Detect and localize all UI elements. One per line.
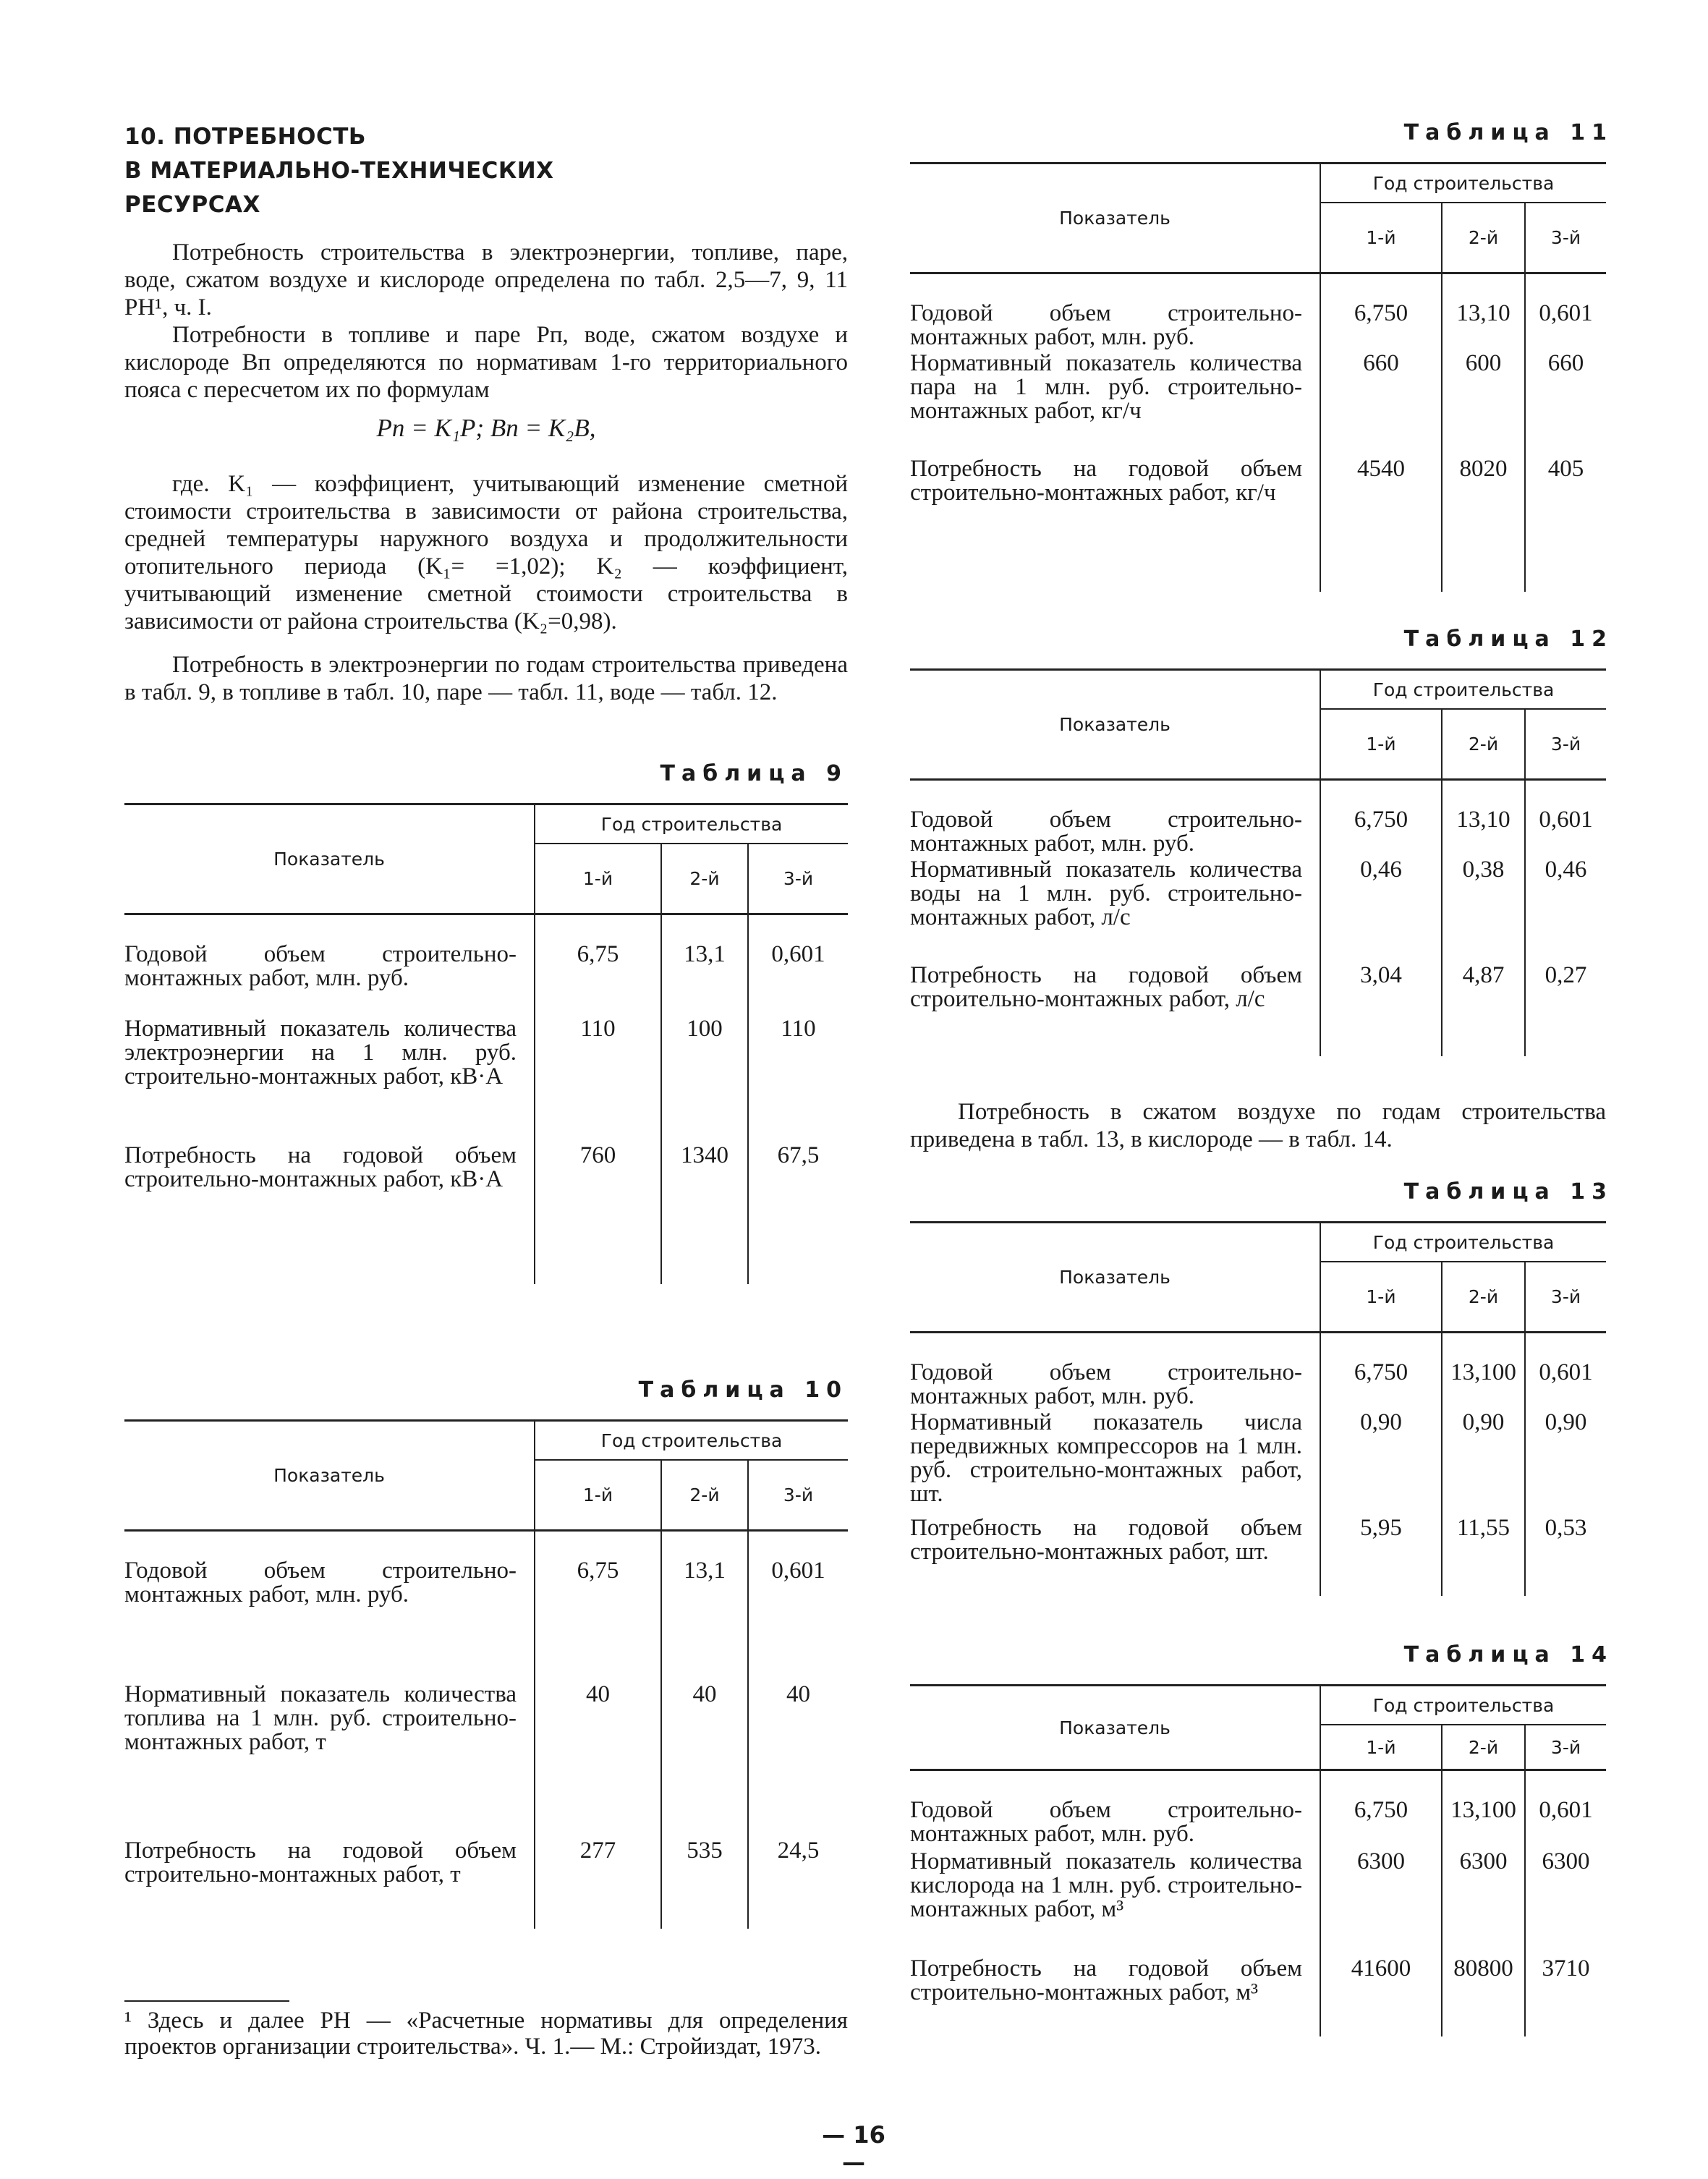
paragraph-table-refs: Потребность в электроэнергии по годам строительства приведена в табл. 9, в топливе в табл. 10, паре — табл. 11, воде — табл. 12. [124, 652, 848, 705]
footnote-rule [124, 2000, 289, 2002]
row-label: Потребность на годовой объем строительно-монтажных работ, л/с [910, 961, 1302, 1012]
cell-value: 13,10 [1442, 273, 1525, 352]
row-label: Годовой объем строительно-монтажных работ, млн. руб. [910, 1359, 1302, 1409]
row-label: Годовой объем строительно-монтажных работ, млн. руб. [910, 300, 1302, 350]
cell-value: 1340 [661, 1144, 748, 1284]
cell-value: 0,601 [748, 914, 848, 1017]
column-header-year-group: Год строительства [1320, 163, 1606, 203]
paragraph-coefficients: где. K₁ — коэффициент, учитывающий изменение сметной стоимости строительства в зависимости от района строительства, средней температуры наружного воздуха и продолжительности отопительного периода (K₁= =1,02); K₂ — коэффициент, учитывающий изменение сметной стоимости строительства в зависимости от района строительства (K₂=0,98). [124, 471, 848, 634]
column-header-indicator: Показатель [910, 670, 1320, 780]
column-header-year: 2-й [1442, 709, 1525, 780]
table-row [124, 1531, 848, 1683]
cell-value: 24,5 [748, 1839, 848, 1929]
cell-value: 8020 [1442, 457, 1525, 592]
column-header-year: 1-й [535, 844, 661, 914]
cell-value: 110 [535, 1017, 661, 1144]
table-13-caption: Таблица 13 [1403, 1179, 1613, 1205]
heading-line: В МАТЕРИАЛЬНО-ТЕХНИЧЕСКИХ [124, 158, 554, 184]
column-header-year: 2-й [661, 1460, 748, 1531]
cell-value: 41600 [1320, 1957, 1442, 2036]
table-12 [910, 668, 1606, 1056]
table-14-caption: Таблица 14 [1403, 1642, 1613, 1668]
column-header-indicator: Показатель [124, 1421, 535, 1531]
cell-value: 11,55 [1442, 1516, 1525, 1596]
cell-value: 0,90 [1525, 1411, 1606, 1516]
column-header-year: 1-й [1320, 1262, 1442, 1333]
table-row [910, 352, 1606, 457]
paragraph-air-oxygen: Потребность в сжатом воздухе по годам строительства приведена в табл. 13, в кислороде — в табл. 14. [910, 1099, 1606, 1152]
table-row [910, 1516, 1606, 1596]
column-header-indicator: Показатель [910, 1686, 1320, 1770]
cell-value: 405 [1525, 457, 1606, 592]
heading-line: 10. ПОТРЕБНОСТЬ [124, 124, 366, 150]
table-row [910, 1770, 1606, 1850]
table-row [910, 1411, 1606, 1516]
formula: Pп = K₁P; Bп = K₂B, [376, 414, 596, 442]
column-header-year: 3-й [748, 844, 848, 914]
table-11 [910, 162, 1606, 592]
table-row [910, 1850, 1606, 1957]
cell-value: 6,750 [1320, 1333, 1442, 1411]
cell-value: 0,46 [1320, 858, 1442, 964]
row-label: Годовой объем строительно-монтажных работ, млн. руб. [910, 807, 1302, 857]
column-header-year-group: Год строительства [1320, 1686, 1606, 1725]
cell-value: 0,38 [1442, 858, 1525, 964]
cell-value: 40 [535, 1683, 661, 1839]
cell-value: 4,87 [1442, 964, 1525, 1056]
cell-value: 13,100 [1442, 1333, 1525, 1411]
column-header-year: 3-й [1525, 203, 1606, 273]
row-label: Годовой объем строительно-монтажных работ, млн. руб. [124, 1558, 517, 1607]
cell-value: 6,750 [1320, 1770, 1442, 1850]
column-header-year-group: Год строительства [535, 804, 848, 844]
column-header-year: 1-й [535, 1460, 661, 1531]
cell-value: 660 [1525, 352, 1606, 457]
row-label: Нормативный показатель числа передвижных компрессоров на 1 млн. руб. строительно-монтажных работ, шт. [910, 1409, 1302, 1507]
column-header-indicator: Показатель [910, 1223, 1320, 1333]
column-header-year: 1-й [1320, 709, 1442, 780]
cell-value: 3,04 [1320, 964, 1442, 1056]
table-row [124, 1144, 848, 1284]
row-label: Потребность на годовой объем строительно-монтажных работ, шт. [910, 1514, 1302, 1565]
cell-value: 40 [748, 1683, 848, 1839]
cell-value: 0,90 [1320, 1411, 1442, 1516]
column-header-year-group: Год строительства [535, 1421, 848, 1461]
row-label: Потребность на годовой объем строительно-монтажных работ, т [124, 1837, 517, 1887]
column-header-year: 2-й [1442, 1262, 1525, 1333]
table-12-caption: Таблица 12 [1403, 626, 1613, 652]
table-row [124, 914, 848, 1017]
cell-value: 40 [661, 1683, 748, 1839]
cell-value: 535 [661, 1839, 748, 1929]
cell-value: 4540 [1320, 457, 1442, 592]
row-label: Потребность на годовой объем строительно-монтажных работ, кг/ч [910, 455, 1302, 506]
row-label: Потребность на годовой объем строительно-монтажных работ, кВ·А [124, 1142, 517, 1192]
cell-value: 80800 [1442, 1957, 1525, 2036]
cell-value: 67,5 [748, 1144, 848, 1284]
table-10-caption: Таблица 10 [638, 1377, 848, 1403]
column-header-year: 1-й [1320, 1725, 1442, 1770]
cell-value: 0,601 [1525, 1333, 1606, 1411]
table-13 [910, 1221, 1606, 1596]
table-row [910, 964, 1606, 1056]
table-10 [124, 1419, 848, 1929]
row-label: Потребность на годовой объем строительно-монтажных работ, м³ [910, 1955, 1302, 2005]
cell-value: 6,75 [535, 1531, 661, 1683]
column-header-indicator: Показатель [910, 163, 1320, 273]
cell-value: 600 [1442, 352, 1525, 457]
cell-value: 6,750 [1320, 273, 1442, 352]
column-header-year: 2-й [661, 844, 748, 914]
cell-value: 0,601 [1525, 273, 1606, 352]
cell-value: 0,46 [1525, 858, 1606, 964]
cell-value: 3710 [1525, 1957, 1606, 2036]
cell-value: 100 [661, 1017, 748, 1144]
cell-value: 6300 [1442, 1850, 1525, 1957]
paragraph-intro: Потребность строительства в электроэнергии, топливе, паре, воде, сжатом воздухе и кислороде определена по табл. 2,5—7, 9, 11 РН¹, ч. I. [124, 239, 848, 320]
cell-value: 13,10 [1442, 780, 1525, 858]
table-9 [124, 803, 848, 1284]
row-label: Годовой объем строительно-монтажных работ, млн. руб. [124, 941, 517, 991]
column-header-year: 2-й [1442, 1725, 1525, 1770]
column-header-year: 3-й [1525, 1262, 1606, 1333]
table-14 [910, 1684, 1606, 2036]
cell-value: 13,1 [661, 1531, 748, 1683]
cell-value: 13,100 [1442, 1770, 1525, 1850]
cell-value: 660 [1320, 352, 1442, 457]
cell-value: 110 [748, 1017, 848, 1144]
table-row [910, 1333, 1606, 1411]
row-label: Нормативный показатель количества воды на 1 млн. руб. строительно-монтажных работ, л/с [910, 856, 1302, 930]
cell-value: 5,95 [1320, 1516, 1442, 1596]
table-row [910, 858, 1606, 964]
column-header-year: 3-й [748, 1460, 848, 1531]
column-header-indicator: Показатель [124, 804, 535, 914]
table-row [910, 780, 1606, 858]
table-row [124, 1839, 848, 1929]
footnote: ¹ Здесь и далее РН — «Расчетные нормативы для определения проектов организации строительства». Ч. 1.— М.: Стройиздат, 1973. [124, 2008, 848, 2060]
heading-line: РЕСУРСАХ [124, 192, 260, 218]
cell-value: 277 [535, 1839, 661, 1929]
cell-value: 6,750 [1320, 780, 1442, 858]
cell-value: 0,601 [1525, 1770, 1606, 1850]
paragraph-norms: Потребности в топливе и паре Pп, воде, сжатом воздухе и кислороде Bп определяются по нормативам 1-го территориального пояса с пересчетом их по формулам [124, 322, 848, 403]
cell-value: 0,53 [1525, 1516, 1606, 1596]
row-label: Годовой объем строительно-монтажных работ, млн. руб. [910, 1797, 1302, 1847]
table-9-caption: Таблица 9 [660, 761, 848, 786]
cell-value: 0,27 [1525, 964, 1606, 1056]
table-11-caption: Таблица 11 [1403, 120, 1613, 145]
column-header-year: 1-й [1320, 203, 1442, 273]
cell-value: 0,601 [1525, 780, 1606, 858]
cell-value: 13,1 [661, 914, 748, 1017]
cell-value: 760 [535, 1144, 661, 1284]
row-label: Нормативный показатель количества топлива на 1 млн. руб. строительно-монтажных работ, т [124, 1681, 517, 1755]
section-heading [124, 120, 554, 222]
column-header-year: 3-й [1525, 1725, 1606, 1770]
table-row [910, 273, 1606, 352]
column-header-year: 2-й [1442, 203, 1525, 273]
cell-value: 6,75 [535, 914, 661, 1017]
cell-value: 6300 [1320, 1850, 1442, 1957]
table-row [124, 1017, 848, 1144]
row-label: Нормативный показатель количества пара на 1 млн. руб. строительно-монтажных работ, кг/ч [910, 349, 1302, 424]
cell-value: 0,601 [748, 1531, 848, 1683]
column-header-year: 3-й [1525, 709, 1606, 780]
column-header-year-group: Год строительства [1320, 1223, 1606, 1262]
table-row [124, 1683, 848, 1839]
cell-value: 0,90 [1442, 1411, 1525, 1516]
page-number: — 16 — [822, 2121, 885, 2176]
row-label: Нормативный показатель количества электроэнергии на 1 млн. руб. строительно-монтажных работ, кВ·А [124, 1015, 517, 1090]
cell-value: 6300 [1525, 1850, 1606, 1957]
table-row [910, 1957, 1606, 2036]
column-header-year-group: Год строительства [1320, 670, 1606, 710]
row-label: Нормативный показатель количества кислорода на 1 млн. руб. строительно-монтажных работ, м³ [910, 1848, 1302, 1922]
table-row [910, 457, 1606, 592]
